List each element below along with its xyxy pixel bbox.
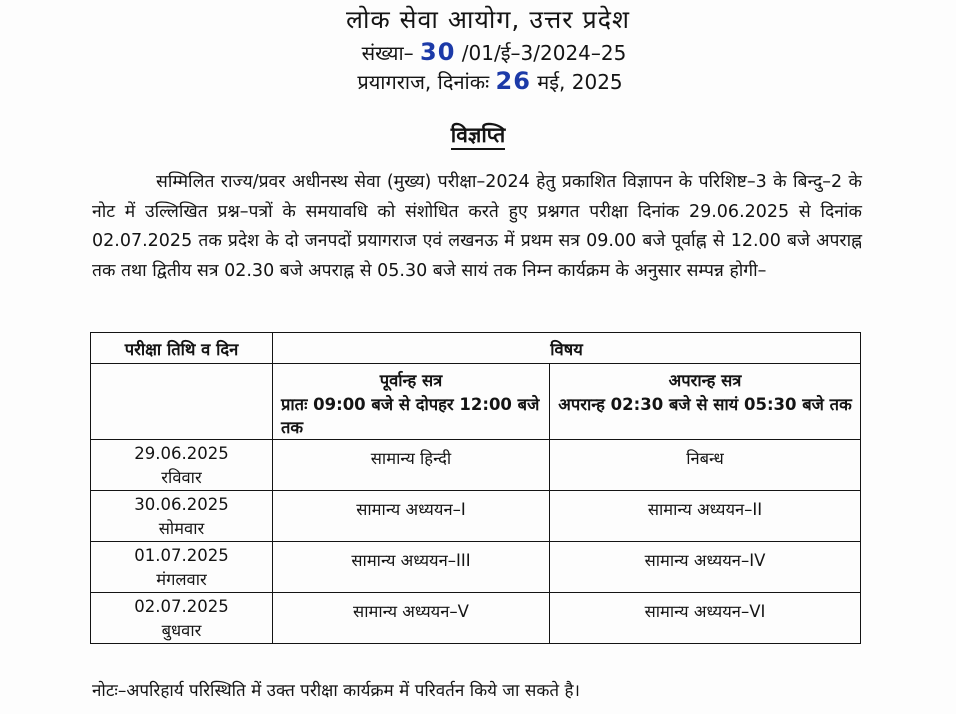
forenoon-session-header [273,364,550,440]
exam-date-cell [91,593,273,644]
table-row [91,542,861,593]
exam-day: सोमवार [158,519,205,538]
forenoon-session-time: प्रातः 09:00 बजे से दोपहर 12:00 बजे तक [281,395,540,437]
forenoon-session-title: पूर्वान्ह सत्र [379,371,443,390]
reference-number [16,38,956,66]
notice-heading [0,121,956,149]
afternoon-subject: निबन्ध [550,440,861,491]
forenoon-subject: सामान्य अध्ययन–V [273,593,550,644]
exam-date: 29.06.2025 [134,444,229,463]
reference-number-handwritten: 30 [420,38,456,66]
table-header-row [91,333,861,364]
afternoon-subject: सामान्य अध्ययन–II [550,491,861,542]
exam-date-cell [91,491,273,542]
exam-date: 30.06.2025 [134,495,229,514]
forenoon-subject: सामान्य अध्ययन–III [273,542,550,593]
exam-day: मंगलवार [156,570,207,589]
date-suffix: मई, 2025 [537,70,623,94]
session-blank-cell [91,364,273,440]
subject-column-header: विषय [273,333,861,364]
afternoon-session-title: अपरान्ह सत्र [668,371,742,390]
reference-suffix: /01/ई–3/2024–25 [461,41,627,65]
afternoon-subject: सामान्य अध्ययन–IV [550,542,861,593]
date-prefix: प्रयागराज, दिनांकः [357,70,490,94]
exam-schedule-table [90,332,861,644]
forenoon-subject: सामान्य हिन्दी [273,440,550,491]
issue-date [12,67,956,95]
organization-title: लोक सेवा आयोग, उत्तर प्रदेश [346,5,630,34]
notice-paragraph: सम्मिलित राज्य/प्रवर अधीनस्थ सेवा (मुख्य) परीक्षा–2024 हेतु प्रकाशित विज्ञापन के परिशिष्ट–3 के बिन्दु–2 के नोट में उल्लिखित प्रश्न–पत्रों के समयावधि को संशोधित करते हुए प्रश्नगत परीक्षा दिनांक 29.06.2025 से दिनांक 02.07.2025 तक प्रदेश के दो जनपदों प्रयागराज एवं लखनऊ में प्रथम सत्र 09.00 बजे पूर्वाह्न से 12.00 बजे अपराह्न तक तथा द्वितीय सत्र 02.30 बजे अपराह्न से 05.30 बजे सायं तक निम्न कार्यक्रम के अनुसार सम्पन्न होगी– [92,172,862,281]
afternoon-session-header [550,364,861,440]
session-header-row [91,364,861,440]
exam-date: 02.07.2025 [134,597,229,616]
notice-heading-text: विज्ञप्ति [451,123,505,150]
exam-date-cell [91,440,273,491]
exam-date-cell [91,542,273,593]
reference-prefix: संख्या– [361,41,414,65]
exam-day: रविवार [161,468,202,487]
exam-day: बुधवार [161,621,202,640]
afternoon-subject: सामान्य अध्ययन–VI [550,593,861,644]
table-row [91,593,861,644]
date-day-handwritten: 26 [495,67,531,95]
afternoon-session-time: अपरान्ह 02:30 बजे से सायं 05:30 बजे तक [558,395,852,414]
footer-note: नोटः–अपरिहार्य परिस्थिति में उक्त परीक्षा कार्यक्रम में परिवर्तन किये जा सकते है। [92,681,580,701]
table-row [91,491,861,542]
table-row [91,440,861,491]
exam-date: 01.07.2025 [134,546,229,565]
date-column-header: परीक्षा तिथि व दिन [91,333,273,364]
forenoon-subject: सामान्य अध्ययन–I [273,491,550,542]
